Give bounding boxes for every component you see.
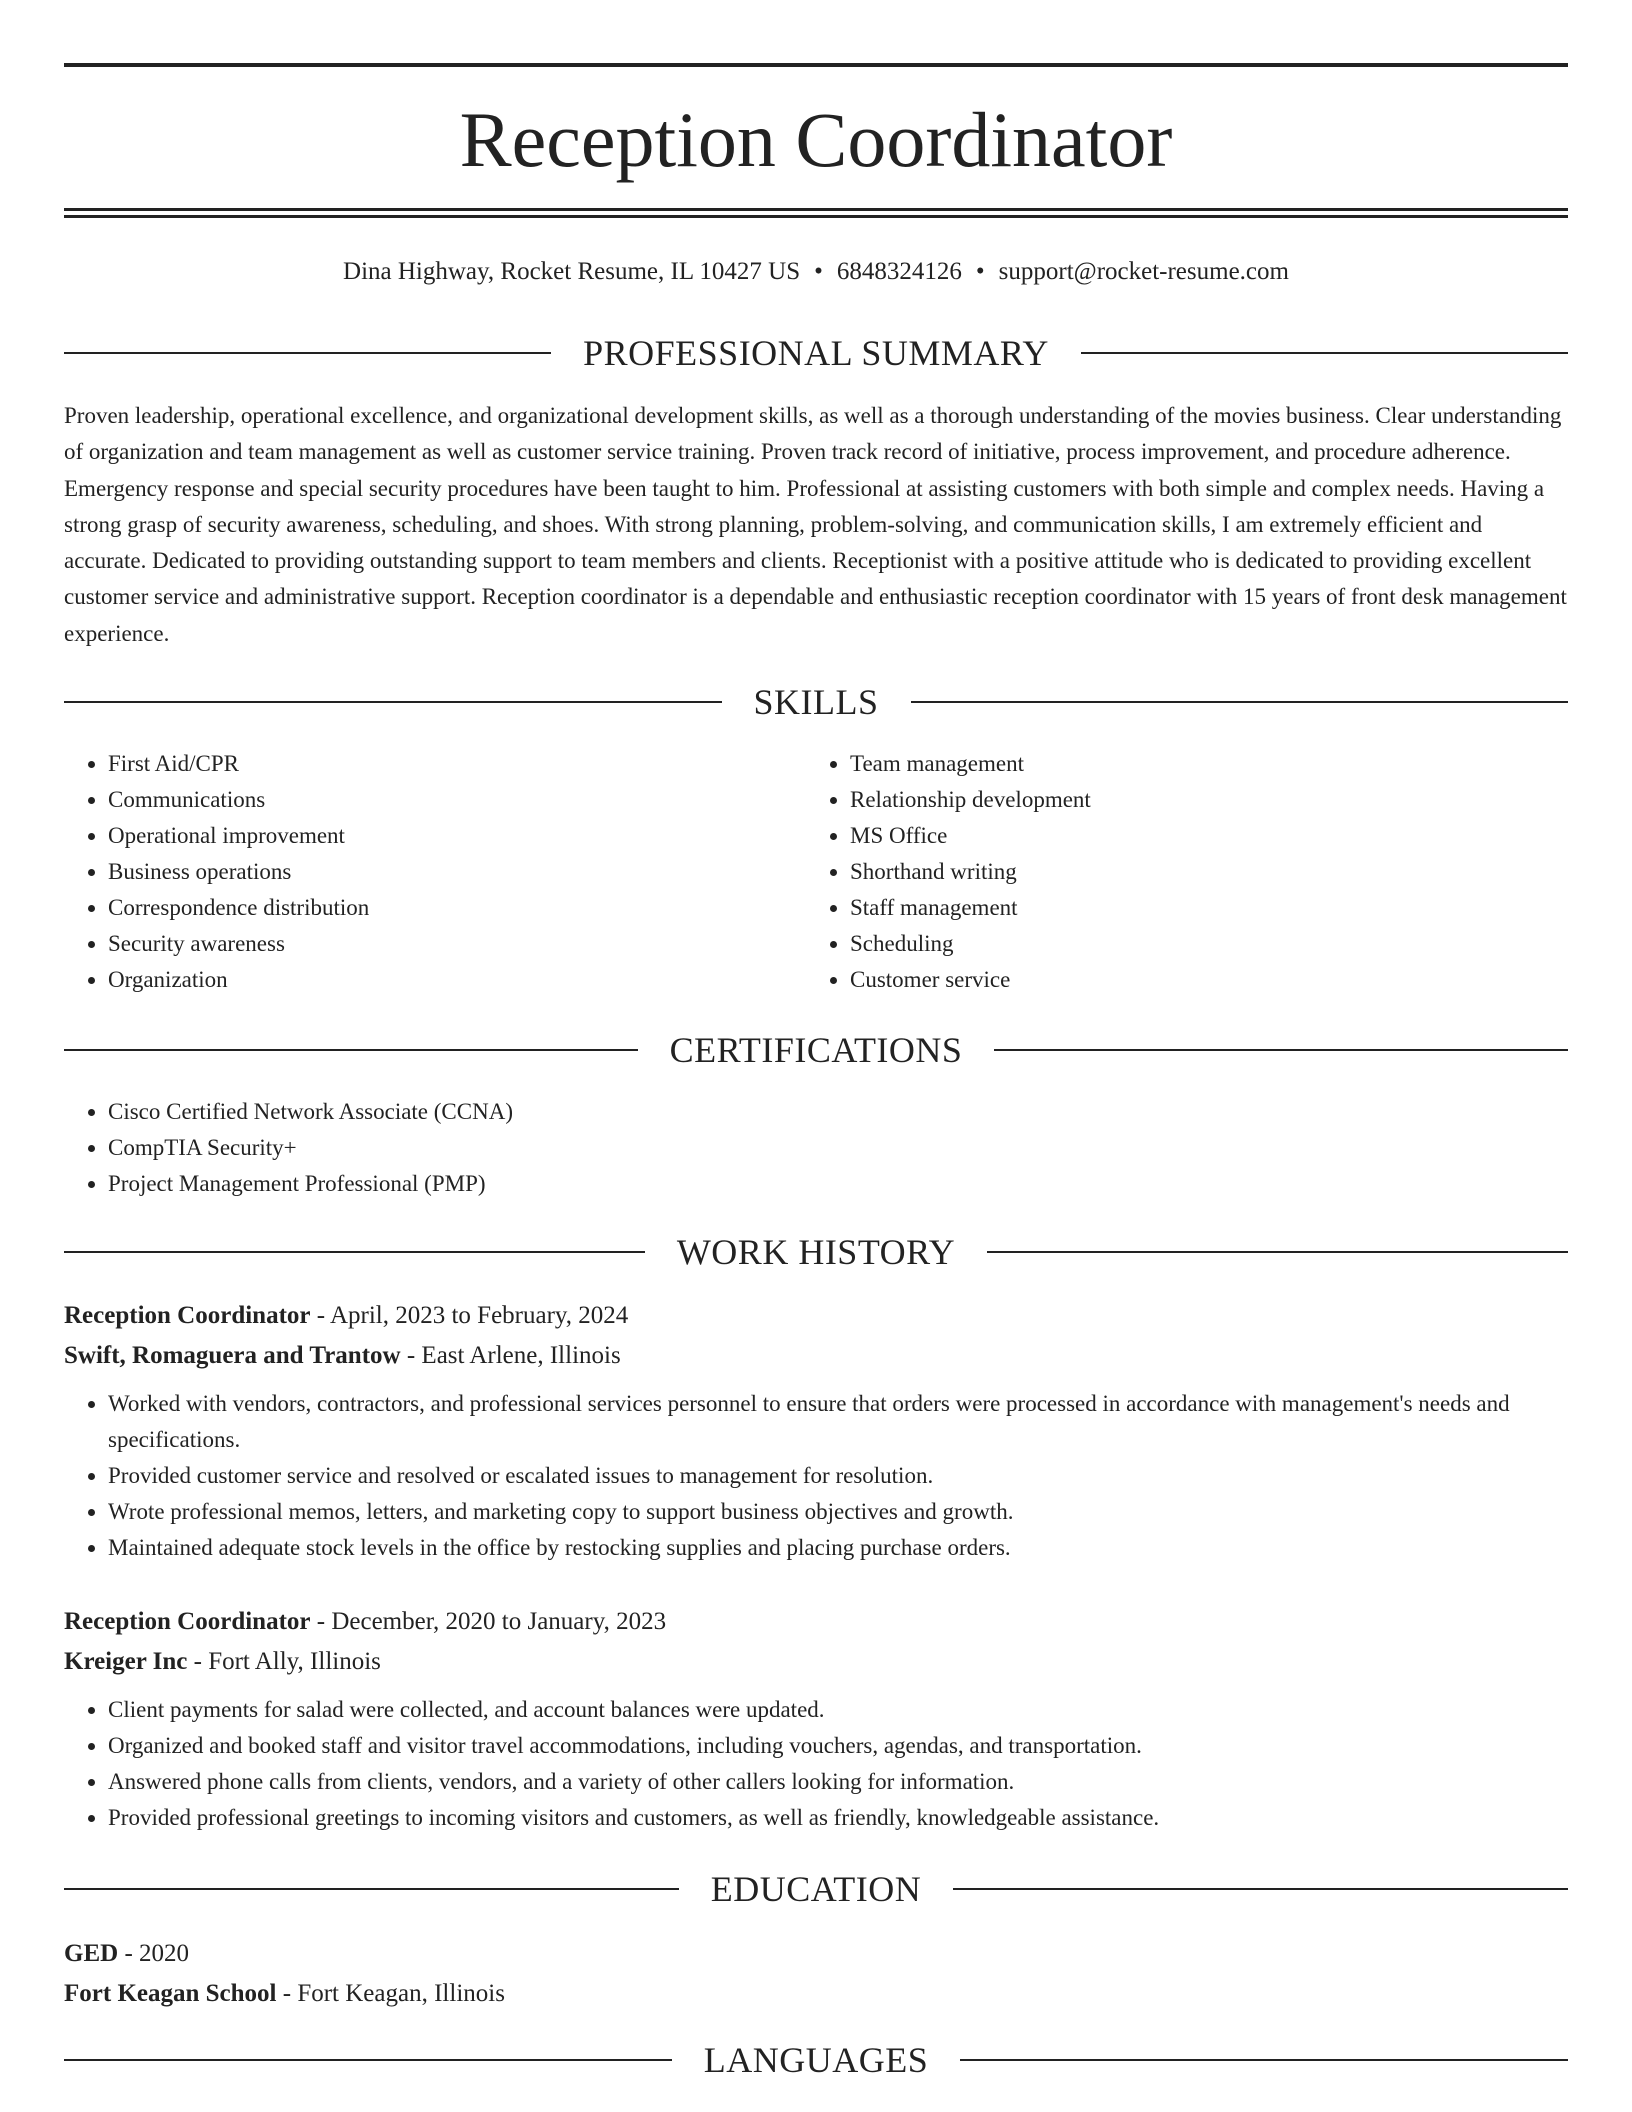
- heading-rule: [64, 701, 722, 703]
- education-dash: -: [118, 1940, 140, 1967]
- skills-title: SKILLS: [753, 682, 879, 722]
- job-bullets: [64, 1386, 1568, 1566]
- education-degree-line: [64, 1934, 1568, 1974]
- job-dash: -: [310, 1302, 330, 1329]
- certifications-heading: [64, 1030, 1568, 1070]
- education-school-line: [64, 1974, 1568, 2014]
- contact-phone: 6848324126: [836, 258, 962, 285]
- heading-rule: [987, 1251, 1568, 1253]
- job-title: Reception Coordinator: [64, 1302, 311, 1329]
- heading-rule: [64, 2059, 672, 2061]
- job-location: Fort Ally, Illinois: [208, 1648, 381, 1675]
- job-company: Kreiger Inc: [64, 1648, 188, 1675]
- education-entry: [64, 1934, 1568, 2014]
- heading-rule: [64, 1049, 638, 1051]
- job-bullet: • Worked with vendors, contractors, and professional services personnel to ensure that orders were processed in accordance with management's needs and specifications.: [108, 1386, 1568, 1458]
- contact-line: [64, 255, 1568, 289]
- job-bullet: • Maintained adequate stock levels in the office by restocking supplies and placing purchase orders.: [108, 1530, 1568, 1566]
- skills-left-column: [64, 746, 764, 998]
- skills-list: [64, 746, 764, 998]
- job-bullet: • Organized and booked staff and visitor travel accommodations, including vouchers, agendas, and transportation.: [108, 1728, 1568, 1764]
- certification-item: • CompTIA Security+: [108, 1130, 1568, 1166]
- education-title: EDUCATION: [710, 1869, 922, 1909]
- heading-rule: [64, 1251, 645, 1253]
- languages-heading: [64, 2040, 1568, 2080]
- skill-item: • Business operations: [108, 854, 764, 890]
- job-entry: [64, 1296, 1568, 1566]
- skill-item: • Security awareness: [108, 926, 764, 962]
- job-dates: April, 2023 to February, 2024: [329, 1302, 629, 1329]
- summary-heading: [64, 333, 1568, 373]
- work-history-title: WORK HISTORY: [676, 1232, 956, 1272]
- heading-rule: [64, 1888, 679, 1890]
- job-bullet: • Client payments for salad were collected, and account balances were updated.: [108, 1692, 1568, 1728]
- job-company: Swift, Romaguera and Trantow: [64, 1342, 401, 1369]
- skills-list: [806, 746, 1506, 998]
- contact-separator: •: [814, 258, 823, 285]
- job-title: Reception Coordinator: [64, 1608, 311, 1635]
- heading-rule: [1081, 352, 1568, 354]
- contact-address: Dina Highway, Rocket Resume, IL 10427 US: [343, 258, 801, 285]
- job-dash: -: [310, 1608, 332, 1635]
- certifications-title: CERTIFICATIONS: [669, 1030, 963, 1070]
- job-bullet: • Provided professional greetings to incoming visitors and customers, as well as friendly, knowledgeable assistance.: [108, 1800, 1568, 1836]
- skills-heading: [64, 682, 1568, 722]
- header-top-rule: [64, 63, 1568, 67]
- heading-rule: [994, 1049, 1568, 1051]
- education-location: Fort Keagan, Illinois: [297, 1980, 505, 2007]
- heading-rule: [64, 352, 551, 354]
- certification-item: • Cisco Certified Network Associate (CCNA): [108, 1094, 1568, 1130]
- job-dash: -: [400, 1342, 422, 1369]
- header-double-rule: [64, 208, 1568, 218]
- languages-title: LANGUAGES: [703, 2040, 929, 2080]
- skill-item: • Organization: [108, 962, 764, 998]
- education-school: Fort Keagan School: [64, 1980, 277, 2007]
- job-bullet: • Answered phone calls from clients, vendors, and a variety of other callers looking for information.: [108, 1764, 1568, 1800]
- job-title-line: [64, 1602, 1568, 1642]
- heading-rule: [953, 1888, 1568, 1890]
- contact-email: support@rocket-resume.com: [998, 258, 1289, 285]
- summary-text: Proven leadership, operational excellence, and organizational development skills, as well as a thorough understanding of the movies business. Clear understanding of organization and team management as well as customer service training. Proven track record of initiative, process improvement, and procedure adherence. Emergency response and special security procedures have been taught to him. Professional at assisting customers with both simple and complex needs. Having a strong grasp of security awareness, scheduling, and shoes. With strong planning, problem-solving, and communication skills, I am extremely efficient and accurate. Dedicated to providing outstanding support to team members and clients. Receptionist with a positive attitude who is dedicated to providing excellent customer service and administrative support. Reception coordinator is a dependable and enthusiastic reception coordinator with 15 years of front desk management experience.: [64, 403, 1567, 646]
- skill-item: • Customer service: [850, 962, 1506, 998]
- skills-right-column: [806, 746, 1506, 998]
- certifications-block: [64, 1094, 1568, 1202]
- job-bullet: • Provided customer service and resolved or escalated issues to management for resolution.: [108, 1458, 1568, 1494]
- work-history-heading: [64, 1232, 1568, 1272]
- education-heading: [64, 1869, 1568, 1909]
- skill-item: • First Aid/CPR: [108, 746, 764, 782]
- skill-item: • Communications: [108, 782, 764, 818]
- skill-item: • Operational improvement: [108, 818, 764, 854]
- resume-title: Reception Coordinator: [459, 96, 1173, 183]
- summary-title: PROFESSIONAL SUMMARY: [583, 333, 1049, 373]
- job-company-line: [64, 1642, 1568, 1682]
- skill-item: • Team management: [850, 746, 1506, 782]
- certification-item: • Project Management Professional (PMP): [108, 1166, 1568, 1202]
- job-bullet: • Wrote professional memos, letters, and marketing copy to support business objectives and growth.: [108, 1494, 1568, 1530]
- certifications-list: [64, 1094, 1568, 1202]
- skill-item: • Staff management: [850, 890, 1506, 926]
- job-company-line: [64, 1336, 1568, 1376]
- job-title-line: [64, 1296, 1568, 1336]
- education-degree: GED: [64, 1940, 119, 1967]
- job-location: East Arlene, Illinois: [421, 1342, 621, 1369]
- job-entry: [64, 1602, 1568, 1836]
- heading-rule: [960, 2059, 1568, 2061]
- job-dates: December, 2020 to January, 2023: [331, 1608, 667, 1635]
- job-bullets: [64, 1692, 1568, 1836]
- skill-item: • Relationship development: [850, 782, 1506, 818]
- heading-rule: [911, 701, 1569, 703]
- skill-item: • Shorthand writing: [850, 854, 1506, 890]
- job-dash: -: [187, 1648, 209, 1675]
- skill-item: • Correspondence distribution: [108, 890, 764, 926]
- contact-separator: •: [975, 258, 985, 285]
- education-year: 2020: [139, 1940, 190, 1967]
- skill-item: • MS Office: [850, 818, 1506, 854]
- skill-item: • Scheduling: [850, 926, 1506, 962]
- education-dash: -: [276, 1980, 298, 2007]
